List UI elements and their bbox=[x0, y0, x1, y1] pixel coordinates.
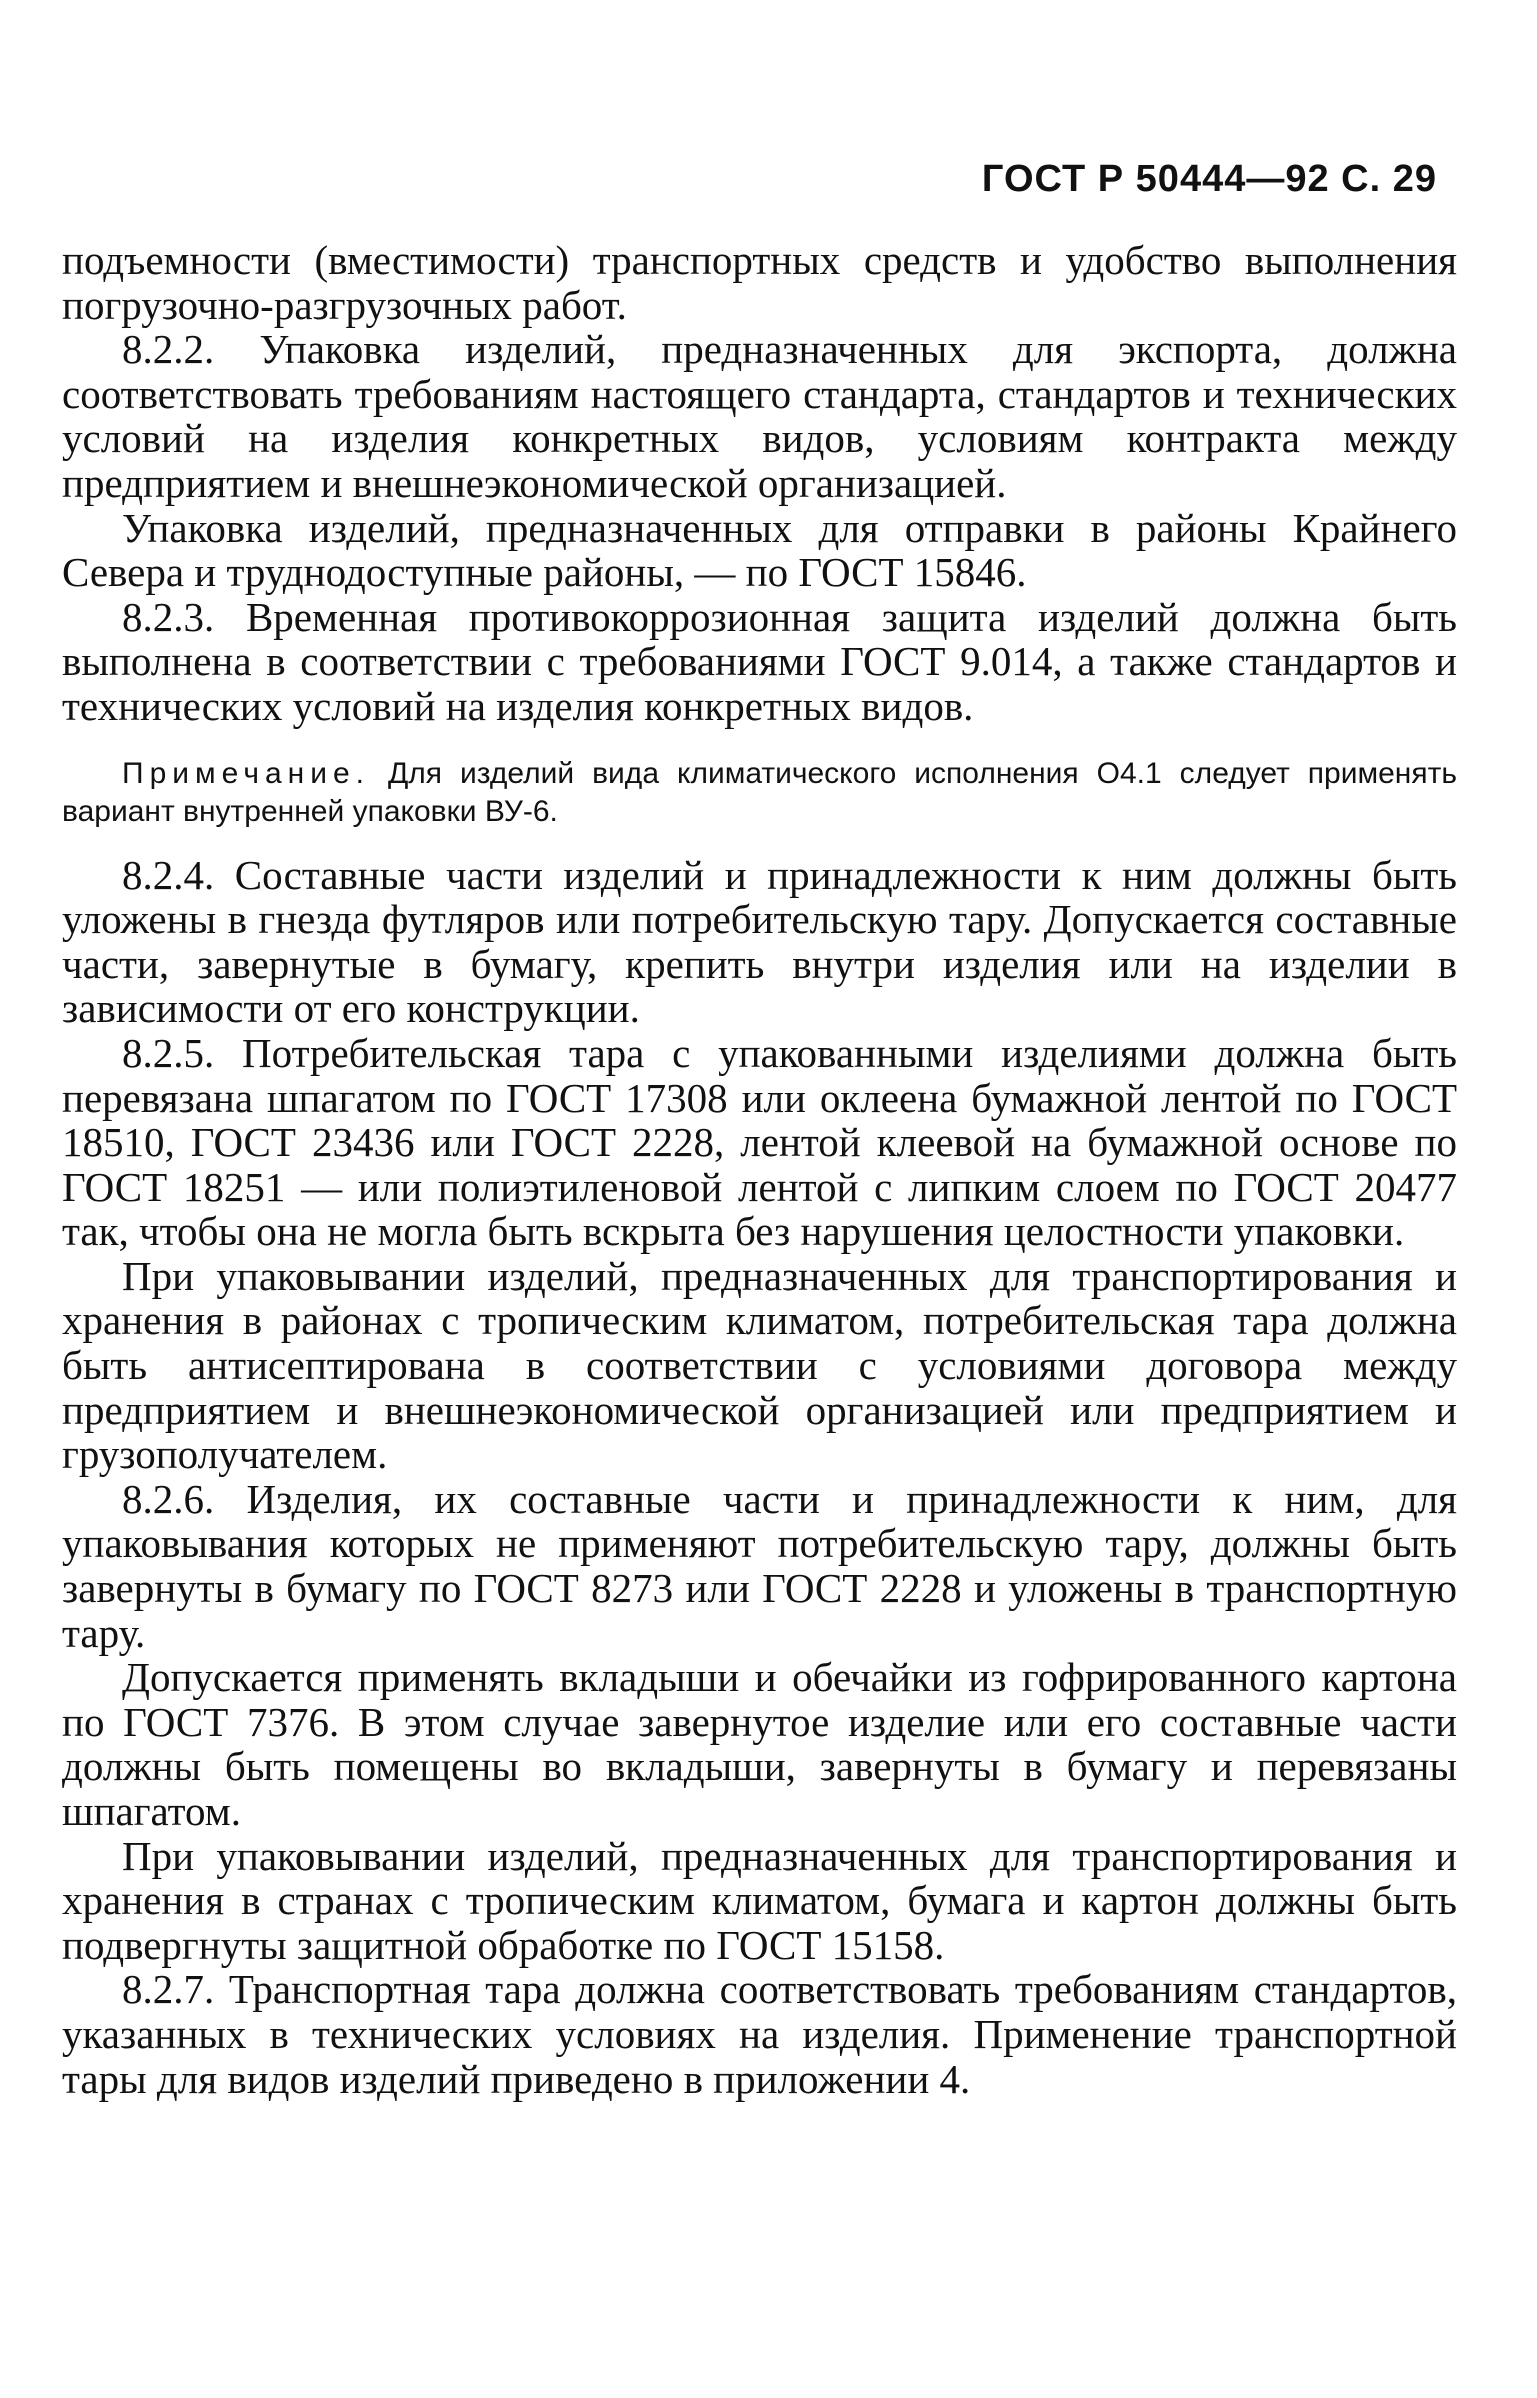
paragraph-8-2-3: 8.2.3. Временная противокоррозионная защита изделий должна быть выполнена в соответствии с требованиями ГОСТ 9.014, а также стандартов и технических условий на изделия конкретных видов. bbox=[62, 593, 1457, 729]
note-text: Для изделий вида климатического исполнения О4.1 следует применять вариант внутренней упаковки ВУ-6. bbox=[62, 756, 1457, 828]
paragraph-inserts: Допускается применять вкладыши и обечайки из гофрированного картона по ГОСТ 7376. В этом случае завернутое изделие или его составные части должны быть помещены во вкладыши, завернуты в бумагу и перевязаны шпагатом. bbox=[62, 1654, 1457, 1834]
paragraph-8-2-7: 8.2.7. Транспортная тара должна соответствовать требованиям стандартов, указанных в технических условиях на изделия. Применение транспортной тары для видов изделий приведено в приложении 4. bbox=[62, 1966, 1457, 2102]
paragraph-tropical-paper: При упаковывании изделий, предназначенных для транспортирования и хранения в странах с тропическим климатом, бумага и картон должны быть подвергнуты защитной обработке по ГОСТ 15158. bbox=[62, 1832, 1457, 1968]
paragraph-8-2-6: 8.2.6. Изделия, их составные части и принадлежности к ним, для упаковывания которых не применяют потребительскую тару, должны быть завернуты в бумагу по ГОСТ 8273 или ГОСТ 2228 и уложены в транспортную тару. bbox=[62, 1475, 1457, 1656]
note bbox=[62, 755, 1457, 831]
paragraph-far-north: Упаковка изделий, предназначенных для отправки в районы Крайнего Севера и труднодоступные районы, — по ГОСТ 15846. bbox=[62, 504, 1457, 596]
document-body bbox=[62, 238, 1457, 2101]
paragraph-8-2-5: 8.2.5. Потребительская тара с упакованными изделиями должна быть перевязана шпагатом по ГОСТ 17308 или оклеена бумажной лентой по ГОСТ 18510, ГОСТ 23436 или ГОСТ 2228, лентой клеевой на бумажной основе по ГОСТ 18251 — или полиэтиленовой лентой с липким слоем по ГОСТ 20477 так, чтобы она не могла быть вскрыта без нарушения целостности упаковки. bbox=[62, 1029, 1457, 1255]
page-header: ГОСТ Р 50444—92 С. 29 bbox=[981, 158, 1437, 200]
paragraph-8-2-4: 8.2.4. Составные части изделий и принадлежности к ним должны быть уложены в гнезда футляров или потребительскую тару. Допускается составные части, завернутые в бумагу, крепить внутри изделия или на изделии в зависимости от его конструкции. bbox=[62, 851, 1457, 1032]
note-label: Примечание. bbox=[122, 756, 370, 790]
paragraph-tropical-consumer-tare: При упаковывании изделий, предназначенных для транспортирования и хранения в районах с тропическим климатом, потребительская тара должна быть антисептирована в соответствии с условиями договора между предприятием и внешнеэкономической организацией или предприятием и грузополучателем. bbox=[62, 1252, 1457, 1478]
paragraph-continuation: подъемности (вместимости) транспортных средств и удобство выполнения погрузочно-разгрузочных работ. bbox=[62, 237, 1457, 328]
paragraph-8-2-2: 8.2.2. Упаковка изделий, предназначенных для экспорта, должна соответствовать требованиям настоящего стандарта, стандартов и технических условий на изделия конкретных видов, условиям контракта между предприятием и внешнеэкономической организацией. bbox=[62, 326, 1457, 506]
